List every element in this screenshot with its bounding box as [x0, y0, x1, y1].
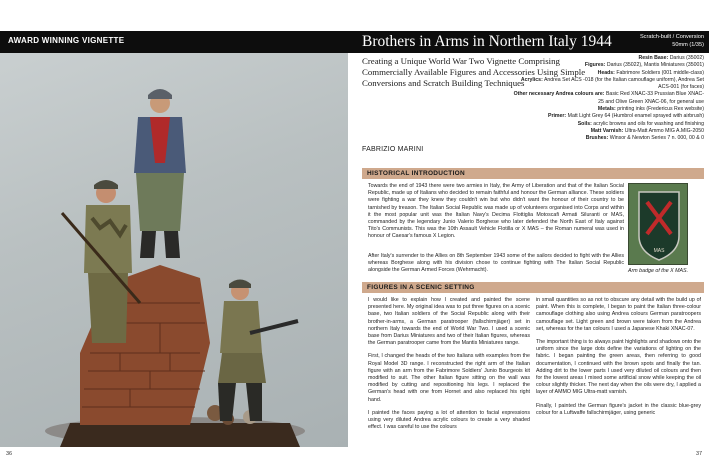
section-heading-bar	[362, 282, 704, 293]
page-number-left: 36	[6, 451, 13, 457]
section-label: AWARD WINNING VIGNETTE	[8, 36, 125, 45]
spec-line: Heads: Fabrimore Soldiers (001 middle-class)	[597, 69, 704, 76]
text-column-left	[368, 297, 530, 437]
spec-line: Brushes: Winsor & Newton Series 7 n. 000, 00 & 0	[585, 135, 704, 142]
spec-line: Figures: Darius (35022), Mantis Miniatures (35001)	[584, 62, 704, 69]
x-mas-badge-image	[628, 183, 688, 265]
badge-caption: Arm badge of the X MAS.	[628, 268, 689, 274]
section-heading: HISTORICAL INTRODUCTION	[367, 170, 466, 177]
article-subtitle: Creating a Unique World War Two Vignette Comprising Commercially Available Figures and Accessories Using Simple Conversions and Scratch Building Techniques	[362, 56, 586, 88]
body-paragraph: I painted the faces paying a lot of attention to facial expressions using very diluted Andrea acrylic colours to create a very shaded effect. I was careful to use the colours	[368, 409, 530, 431]
scale-info	[624, 33, 704, 49]
shield-icon	[629, 184, 689, 266]
body-paragraph: The important thing is to always paint highlights and shadows onto the uniform since the large dots define the variations of lighting on the fabric. I began painting the green areas, then referring to good documentation, I continued with the brown spots and finally the tan. Adding dirt to the lower parts I used very diluted oil colours and then for the lowest areas I mixed some artificial snow while keeping the oil colour slightly thicker. The next day when the oils were dry, I applied a layer of AMMO MIG Ultra-matt varnish.	[536, 339, 701, 396]
spec-line: Acrylics: Andrea Set ACS -018 (for the Italian camouflage uniform), Andrea Set ACS-001 (for faces)	[520, 76, 704, 91]
spec-line: Other necessary Andrea colours are: Basic Red XNAC-33 Prussian Blue XNAC-25 and Olive Green XNAC-06, for general use	[513, 91, 704, 105]
body-paragraph: I would like to explain how I created and painted the scene presented here. My original idea was to put three figures on a scenic base, two Italian soldiers of the Social Republic along with their brother-in-arms, a German paratrooper (fallschirmjäger) set in northern Italy towards the end of World War Two. I used a scenic base from Darius Miniatures and two of their Italian figures, whereas the German paratrooper came from the Mantis Miniatures range.	[368, 297, 530, 347]
section-heading: FIGURES IN A SCENIC SETTING	[367, 284, 475, 291]
body-paragraph: Towards the end of 1943 there were two armies in Italy, the Army of Liberation and that of the Italian Social Republic, made up of Italians who decided to remain faithful and honour the German alliance. These soldiers were fighting a war they knew they couldn't win but who didn't want the honour of their country to be tarnished by treason. The Italian Social Republic was made up of volunteers organised into Corps and within it the most popular unit was the Italian Navy's Decima Flottiglia Motoscafi Armati Siluranti or MAS, commanded by the legendary Junio Valerio Borghese who later defended the North East of Italy against Tito's Communists. This was the 10th Assault Vehicle Flotilla or X MAS – the Roman numeral was used in honour of Caesar's famous X Legion.	[368, 183, 624, 240]
body-paragraph: Finally, I painted the German figure's jacket in the classic blue-grey colour for a Luftwaffe fallschirmjäger, using generic	[536, 402, 701, 416]
text-column-right	[536, 297, 701, 423]
materials-list	[512, 55, 704, 143]
section-heading-bar	[362, 168, 704, 179]
page-number-right: 37	[696, 451, 703, 457]
spec-line: Metals: printing inks (Fredericus Rex website)	[597, 106, 704, 113]
scale-line: 50mm (1/35)	[672, 42, 704, 48]
body-paragraph: After Italy's surrender to the Allies on 8th September 1943 some of the sailors decided to fight with the Allies whereas Borghese along with his division chose to continue fighting with The Italian Social Republic alongside the German Armed Forces (Wehrmacht).	[368, 253, 624, 274]
spec-line: Soils: acrylic browns and oils for washing and finishing	[577, 120, 704, 127]
vignette-photo	[0, 53, 348, 447]
scale-line: Scratch-built / Conversion	[639, 34, 704, 40]
vignette-illustration	[0, 53, 348, 447]
body-paragraph: First, I changed the heads of the two Italians with examples from the Royal Model 3D range. I reconstructed the right arm of the Italian figure with an arm from the Fabrimore Soldiers' Junio Bourgeois kit modified to suit. The other Italian figure sitting on the wall was modified by cutting and repositioning his legs. I replaced the German's head with one from Hornet and also replaced his right hand.	[368, 353, 530, 403]
author-name: FABRIZIO MARINI	[362, 146, 424, 153]
svg-text:MAS: MAS	[653, 248, 665, 254]
spec-line: Primer: Matt Light Grey 64 (Humbrol enamel sprayed with airbrush)	[548, 113, 704, 120]
article-title: Brothers in Arms in Northern Italy 1944	[362, 33, 612, 50]
body-paragraph: in small quantities so as not to obscure any detail with the build up of paint. When this is complete, I began to paint the Italian three-colour camouflage clothing also using Andrea colours German paratroopers camouflage set. Light green and brown were taken from the Andrea set, whereas for the tan colours I used a Japanese Khaki XNAC-07.	[536, 297, 701, 332]
spec-line: Matt Varnish: Ultra-Matt Ammo MIG A.MIG-2050	[590, 127, 704, 134]
spec-line: Resin Base: Darius (35002)	[638, 55, 704, 61]
